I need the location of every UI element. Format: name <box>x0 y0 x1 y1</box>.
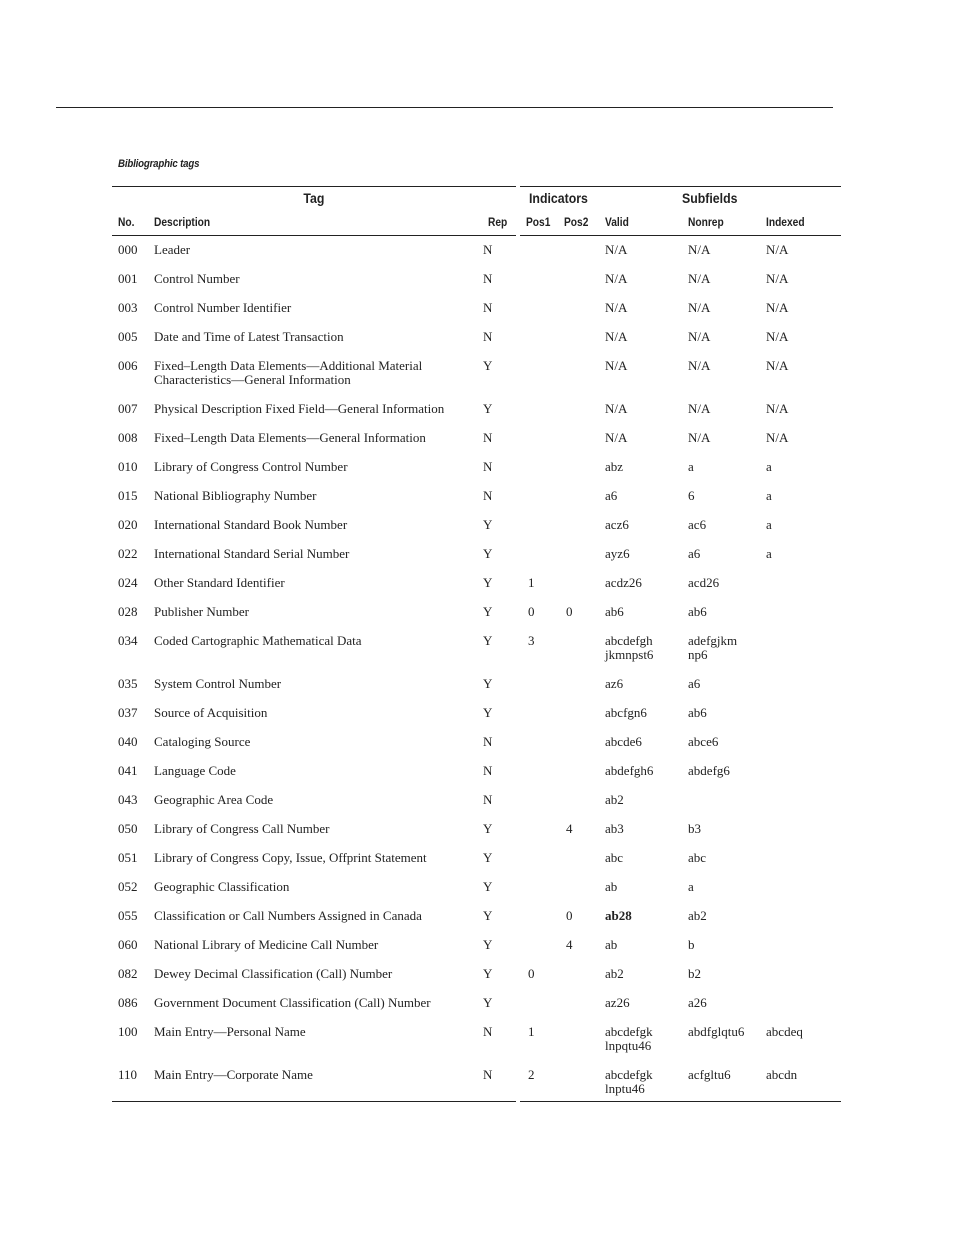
cell-description: Main Entry—Corporate Name <box>148 1061 482 1102</box>
cell-pos1: 2 <box>518 1061 558 1102</box>
cell-no: 040 <box>118 734 138 749</box>
cell-rep: N <box>482 728 518 757</box>
cell-pos2 <box>558 540 599 569</box>
cell-rep: Y <box>482 815 518 844</box>
cell-rep: Y <box>482 873 518 902</box>
cell-no: 035 <box>118 676 138 691</box>
cell-valid: abz <box>605 459 624 474</box>
cell-valid: ayz6 <box>605 546 630 561</box>
cell-indexed <box>760 699 841 728</box>
cell-rep: Y <box>482 699 518 728</box>
cell-pos2 <box>558 1061 599 1102</box>
cell-no: 007 <box>118 401 138 416</box>
cell-no: 060 <box>118 937 138 952</box>
table-row <box>112 453 841 482</box>
cell-description: Dewey Decimal Classification (Call) Number <box>154 966 393 981</box>
cell-rep: N <box>482 294 518 323</box>
table-row <box>112 757 841 786</box>
cell-rep: N <box>482 453 518 482</box>
cell-description: Library of Congress Call Number <box>154 821 330 836</box>
cell-rep: N <box>482 757 518 786</box>
cell-indexed <box>760 902 841 931</box>
cell-pos1 <box>518 453 558 482</box>
cell-no: 052 <box>118 879 138 894</box>
cell-pos1 <box>518 844 558 873</box>
cell-nonrep: N/A <box>688 358 711 373</box>
cell-pos2 <box>558 699 599 728</box>
cell-indexed <box>760 815 841 844</box>
cell-pos2 <box>558 960 599 989</box>
cell-no: 028 <box>118 604 138 619</box>
cell-pos2 <box>558 786 599 815</box>
cell-description: Physical Description Fixed Field—General Information <box>154 401 445 416</box>
cell-indexed: abcdn <box>760 1061 841 1102</box>
cell-pos1 <box>518 482 558 511</box>
table-row <box>112 960 841 989</box>
cell-nonrep: a6 <box>688 546 701 561</box>
cell-valid: abcdefgh jkmnpst6 <box>605 633 654 662</box>
table-row <box>112 540 841 569</box>
cell-pos2 <box>558 294 599 323</box>
cell-description: Control Number Identifier <box>154 300 292 315</box>
cell-nonrep: abc <box>688 850 707 865</box>
cell-pos2 <box>558 1018 599 1061</box>
cell-valid: az26 <box>605 995 630 1010</box>
cell-pos1 <box>518 728 558 757</box>
table-row <box>112 265 841 294</box>
cell-nonrep: N/A <box>688 242 711 257</box>
cell-pos2 <box>558 265 599 294</box>
cell-nonrep: acfgltu6 <box>682 1061 760 1102</box>
cell-nonrep <box>682 786 760 815</box>
cell-no: 041 <box>118 763 138 778</box>
cell-rep: Y <box>482 627 518 670</box>
group-header-tag: Tag <box>112 187 518 210</box>
cell-pos1 <box>518 670 558 699</box>
cell-no: 015 <box>118 488 138 503</box>
cell-indexed: a <box>766 488 772 503</box>
cell-description: Geographic Classification <box>154 879 290 894</box>
cell-nonrep: a <box>688 879 694 894</box>
cell-nonrep: 6 <box>688 488 695 503</box>
cell-valid: ab <box>605 879 618 894</box>
cell-pos1 <box>518 265 558 294</box>
cell-pos1 <box>518 786 558 815</box>
table-row <box>112 569 841 598</box>
cell-pos1 <box>518 511 558 540</box>
column-header-rep: Rep <box>482 209 518 236</box>
table-row <box>112 989 841 1018</box>
cell-pos1: 0 <box>528 604 535 619</box>
cell-valid: ab <box>605 937 618 952</box>
cell-no: 051 <box>118 850 138 865</box>
cell-valid: ab3 <box>605 821 624 836</box>
cell-valid: ab2 <box>605 792 624 807</box>
cell-pos2: 0 <box>566 908 573 923</box>
cell-nonrep: ab6 <box>688 604 707 619</box>
cell-pos1 <box>518 931 558 960</box>
group-header-indicators: Indicators <box>518 187 682 210</box>
cell-nonrep: a6 <box>688 676 701 691</box>
cell-indexed <box>760 627 841 670</box>
cell-nonrep: a <box>688 459 694 474</box>
table-row <box>112 598 841 627</box>
table-row <box>112 699 841 728</box>
table-row <box>112 786 841 815</box>
cell-valid: N/A <box>605 329 628 344</box>
cell-pos1 <box>518 699 558 728</box>
cell-nonrep: acd26 <box>688 575 720 590</box>
cell-pos1 <box>518 757 558 786</box>
table-row <box>112 627 841 670</box>
cell-indexed: a <box>766 546 772 561</box>
cell-description: Language Code <box>154 763 236 778</box>
cell-nonrep: abce6 <box>688 734 719 749</box>
column-header-no: No. <box>112 209 148 236</box>
cell-no: 022 <box>118 546 138 561</box>
cell-nonrep: N/A <box>688 271 711 286</box>
cell-nonrep: b <box>688 937 695 952</box>
cell-pos1 <box>518 395 558 424</box>
cell-no: 086 <box>118 995 138 1010</box>
cell-description: Fixed–Length Data Elements—General Information <box>154 430 426 445</box>
cell-indexed: N/A <box>766 271 789 286</box>
cell-pos1: 0 <box>528 966 535 981</box>
table-row <box>112 931 841 960</box>
cell-description: National Library of Medicine Call Number <box>154 937 379 952</box>
cell-nonrep: ab2 <box>688 908 707 923</box>
cell-nonrep: N/A <box>688 401 711 416</box>
cell-valid: abcdefgk lnptu46 <box>599 1061 682 1102</box>
table-row <box>112 294 841 323</box>
cell-valid: a6 <box>605 488 618 503</box>
cell-indexed: N/A <box>766 242 789 257</box>
cell-rep: Y <box>482 569 518 598</box>
cell-rep: Y <box>482 395 518 424</box>
cell-no: 008 <box>118 430 138 445</box>
cell-nonrep: abdfglqtu6 <box>688 1024 745 1039</box>
cell-valid: az6 <box>605 676 624 691</box>
cell-pos2 <box>558 424 599 453</box>
cell-pos2 <box>558 670 599 699</box>
cell-description: Other Standard Identifier <box>154 575 285 590</box>
cell-no: 050 <box>118 821 138 836</box>
table-row <box>112 815 841 844</box>
cell-pos1 <box>518 424 558 453</box>
table-row <box>112 236 841 266</box>
cell-indexed: N/A <box>766 300 789 315</box>
cell-description: Geographic Area Code <box>154 792 274 807</box>
cell-pos1 <box>518 294 558 323</box>
cell-pos1 <box>518 989 558 1018</box>
column-header-pos2: Pos2 <box>558 209 599 236</box>
cell-description: International Standard Book Number <box>154 517 348 532</box>
cell-rep: Y <box>482 540 518 569</box>
table-row <box>112 873 841 902</box>
cell-indexed: N/A <box>766 358 789 373</box>
cell-rep: Y <box>482 931 518 960</box>
column-header-pos1: Pos1 <box>518 209 558 236</box>
cell-pos2: 4 <box>566 821 573 836</box>
cell-nonrep: adefgjkm np6 <box>688 633 738 662</box>
cell-rep: Y <box>482 598 518 627</box>
cell-pos2: 0 <box>566 604 573 619</box>
cell-indexed: N/A <box>766 329 789 344</box>
cell-rep: N <box>482 1018 518 1061</box>
cell-description: Cataloging Source <box>154 734 251 749</box>
cell-indexed: a <box>766 517 772 532</box>
column-header-description: Description <box>148 209 482 236</box>
cell-rep: Y <box>482 670 518 699</box>
cell-rep: Y <box>482 902 518 931</box>
table-row <box>112 424 841 453</box>
cell-no: 037 <box>118 705 138 720</box>
cell-nonrep: N/A <box>688 329 711 344</box>
cell-rep: N <box>482 323 518 352</box>
cell-pos1 <box>518 236 558 266</box>
table-row <box>112 1018 841 1061</box>
cell-pos2 <box>558 511 599 540</box>
cell-rep: Y <box>482 352 518 395</box>
cell-pos2 <box>558 728 599 757</box>
table-row <box>112 511 841 540</box>
cell-pos2 <box>558 323 599 352</box>
cell-nonrep: N/A <box>688 300 711 315</box>
cell-description: Coded Cartographic Mathematical Data <box>154 633 362 648</box>
cell-no: 005 <box>118 329 138 344</box>
table-row <box>112 1061 841 1102</box>
cell-pos2 <box>558 873 599 902</box>
cell-valid: abcdefgk lnpqtu46 <box>605 1024 653 1053</box>
cell-pos1: 1 <box>528 575 535 590</box>
cell-description: Leader <box>154 242 191 257</box>
cell-indexed <box>760 960 841 989</box>
cell-pos2 <box>558 844 599 873</box>
cell-indexed <box>760 569 841 598</box>
cell-no: 003 <box>118 300 138 315</box>
cell-description: Source of Acquisition <box>154 705 268 720</box>
table-row <box>112 728 841 757</box>
cell-nonrep: abdefg6 <box>688 763 730 778</box>
cell-pos1 <box>518 902 558 931</box>
cell-rep: Y <box>482 511 518 540</box>
table-row <box>112 352 841 395</box>
cell-no: 006 <box>118 358 138 373</box>
cell-description: Fixed–Length Data Elements—Additional Material Characteristics—General Information <box>154 358 423 387</box>
cell-indexed: N/A <box>766 430 789 445</box>
cell-indexed <box>760 670 841 699</box>
column-header-indexed: Indexed <box>760 209 841 236</box>
cell-valid: N/A <box>605 271 628 286</box>
cell-indexed <box>760 873 841 902</box>
cell-pos2 <box>558 757 599 786</box>
cell-no: 034 <box>118 633 138 648</box>
cell-valid: abcfgn6 <box>605 705 647 720</box>
cell-pos2 <box>558 569 599 598</box>
cell-indexed: abcdeq <box>766 1024 803 1039</box>
cell-indexed <box>760 598 841 627</box>
cell-valid: ab28 <box>605 908 632 923</box>
cell-rep: Y <box>482 989 518 1018</box>
cell-pos1 <box>518 873 558 902</box>
cell-valid: acdz26 <box>605 575 642 590</box>
table-row <box>112 395 841 424</box>
cell-indexed <box>760 757 841 786</box>
cell-description: Control Number <box>154 271 240 286</box>
cell-valid: N/A <box>605 430 628 445</box>
cell-nonrep: ab6 <box>688 705 707 720</box>
cell-valid: abdefgh6 <box>605 763 654 778</box>
cell-no: 000 <box>118 242 138 257</box>
cell-rep: N <box>482 265 518 294</box>
cell-indexed <box>760 844 841 873</box>
cell-pos1: 3 <box>528 633 535 648</box>
cell-pos2 <box>558 482 599 511</box>
cell-no: 043 <box>118 792 138 807</box>
cell-description: Publisher Number <box>154 604 249 619</box>
cell-description: Main Entry—Personal Name <box>154 1024 306 1039</box>
table-row <box>112 670 841 699</box>
cell-description: International Standard Serial Number <box>154 546 350 561</box>
cell-rep: Y <box>482 844 518 873</box>
cell-pos1 <box>518 323 558 352</box>
column-header-valid: Valid <box>599 209 682 236</box>
table-row <box>112 482 841 511</box>
cell-pos2: 4 <box>566 937 573 952</box>
table-caption: Bibliographic tags <box>118 158 200 170</box>
cell-indexed: a <box>766 459 772 474</box>
cell-description: Date and Time of Latest Transaction <box>154 329 344 344</box>
column-header-nonrep: Nonrep <box>682 209 760 236</box>
cell-no: 024 <box>118 575 138 590</box>
cell-indexed <box>760 931 841 960</box>
bibliographic-tags-table <box>112 186 841 1102</box>
cell-valid: N/A <box>605 242 628 257</box>
cell-valid: ab6 <box>605 604 624 619</box>
table-row <box>112 902 841 931</box>
cell-valid: abc <box>605 850 624 865</box>
cell-pos2 <box>558 236 599 266</box>
cell-indexed <box>760 728 841 757</box>
cell-valid: abcde6 <box>605 734 642 749</box>
cell-valid: N/A <box>605 358 628 373</box>
cell-valid: acz6 <box>605 517 629 532</box>
cell-no: 110 <box>112 1061 148 1102</box>
page-header-rule <box>56 107 833 108</box>
cell-rep: N <box>482 482 518 511</box>
cell-no: 020 <box>118 517 138 532</box>
table-row <box>112 323 841 352</box>
cell-nonrep: b2 <box>688 966 702 981</box>
cell-rep: N <box>482 424 518 453</box>
cell-indexed: N/A <box>766 401 789 416</box>
cell-valid: N/A <box>605 401 628 416</box>
cell-nonrep: a26 <box>688 995 707 1010</box>
cell-valid: N/A <box>605 300 628 315</box>
cell-no: 082 <box>118 966 138 981</box>
cell-nonrep: b3 <box>688 821 702 836</box>
cell-no: 100 <box>118 1024 138 1039</box>
cell-valid: ab2 <box>605 966 624 981</box>
cell-indexed <box>760 786 841 815</box>
cell-nonrep: ac6 <box>688 517 707 532</box>
cell-pos2 <box>558 352 599 395</box>
group-header-subfields: Subfields <box>682 187 841 210</box>
cell-no: 055 <box>118 908 138 923</box>
cell-description: Library of Congress Copy, Issue, Offprint Statement <box>154 850 427 865</box>
cell-indexed <box>760 989 841 1018</box>
cell-description: Library of Congress Control Number <box>154 459 348 474</box>
table-row <box>112 844 841 873</box>
cell-pos2 <box>558 989 599 1018</box>
cell-description: Government Document Classification (Call) Number <box>154 995 431 1010</box>
cell-no: 010 <box>118 459 138 474</box>
cell-pos1 <box>518 540 558 569</box>
cell-description: System Control Number <box>154 676 282 691</box>
cell-pos2 <box>558 395 599 424</box>
cell-pos1 <box>518 352 558 395</box>
cell-rep: N <box>482 236 518 266</box>
cell-description: Classification or Call Numbers Assigned in Canada <box>154 908 422 923</box>
cell-rep: Y <box>482 960 518 989</box>
cell-pos1 <box>518 815 558 844</box>
cell-description: National Bibliography Number <box>154 488 317 503</box>
cell-rep: N <box>482 786 518 815</box>
cell-no: 001 <box>118 271 138 286</box>
cell-rep: N <box>482 1061 518 1102</box>
cell-pos1: 1 <box>528 1024 535 1039</box>
cell-pos2 <box>558 453 599 482</box>
cell-nonrep: N/A <box>688 430 711 445</box>
cell-pos2 <box>558 627 599 670</box>
